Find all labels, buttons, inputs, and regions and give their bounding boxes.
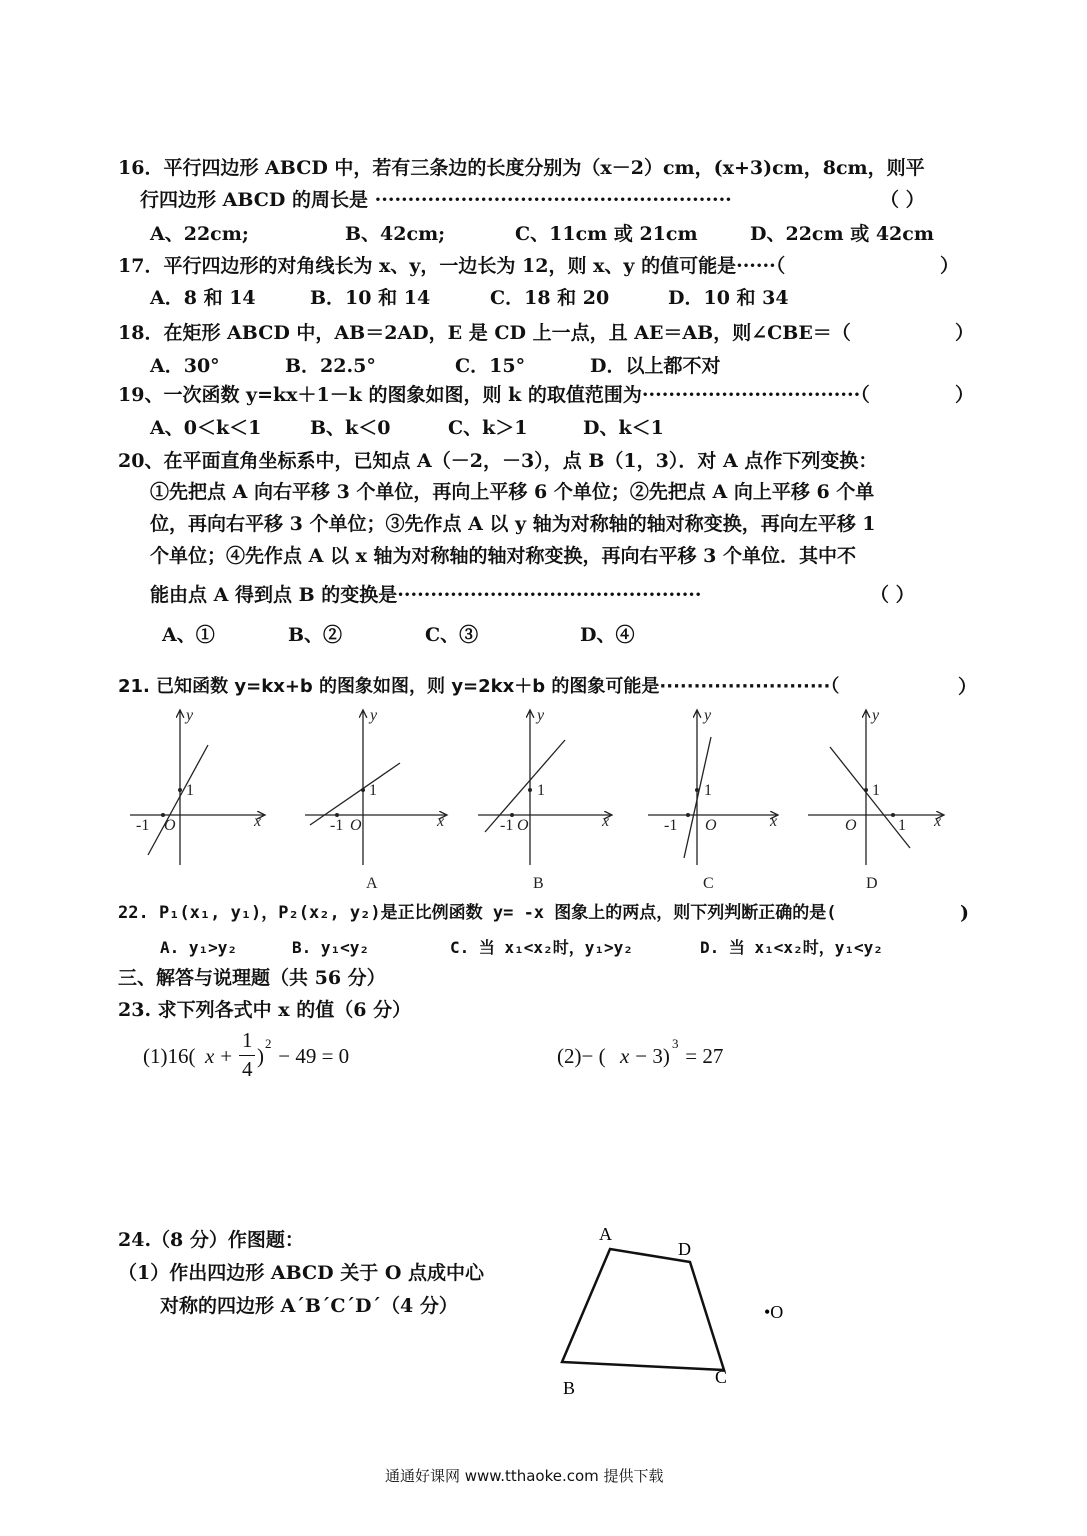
q18-option-b: B．22.5° — [285, 355, 376, 377]
q22-option-a: A. y₁>y₂ — [160, 938, 238, 957]
q23-formula-1 — [143, 1028, 403, 1100]
g0-negone-label: -1 — [136, 817, 150, 834]
ga-one-label: 1 — [369, 782, 377, 799]
q20-option-a: A、① — [162, 624, 215, 646]
f1-prefix: (1)16( — [143, 1044, 196, 1068]
ga-negone-label: -1 — [330, 817, 344, 834]
gc-negone-label: -1 — [664, 817, 678, 834]
gc-x-label: x — [770, 813, 778, 830]
f1-num: 1 — [242, 1028, 253, 1052]
f2-exp: 3 — [672, 1036, 679, 1051]
q20-option-b: B、② — [288, 624, 343, 646]
f1-suffix: ) — [257, 1044, 264, 1068]
f1-exp: 2 — [265, 1036, 272, 1051]
q16-option-c: C、11cm 或 21cm — [515, 223, 698, 245]
q16-line1: 16．平行四边形 ABCD 中，若有三条边的长度分别为（x－2）cm，(x+3)cm，8cm，则平 — [118, 157, 925, 179]
q18-option-a: A．30° — [150, 355, 220, 377]
q21-text: 21. 已知函数 y=kx+b 的图象如图，则 y=2kx＋b 的图象可能是·························（ — [118, 676, 840, 697]
q18-close: ） — [955, 322, 975, 344]
f2-mid: − 3) — [630, 1044, 670, 1068]
q22-text: 22. P₁(x₁, y₁)，P₂(x₂, y₂)是正比例函数 y= -x 图象上的两点，则下列判断正确的是( — [118, 903, 837, 923]
q20-option-d: D、④ — [580, 624, 635, 646]
q19-option-b: B、k＜0 — [310, 417, 391, 439]
q24-sub1-line1: （1）作出四边形 ABCD 关于 O 点成中心 — [118, 1262, 484, 1284]
q16-option-b: B、42cm; — [345, 223, 446, 245]
ga-y-label: y — [370, 707, 378, 724]
q22-option-c: C. 当 x₁<x₂时，y₁>y₂ — [450, 938, 633, 957]
ga-x-label: x — [437, 813, 445, 830]
q20-bracket: （ ） — [870, 584, 915, 606]
gd-y-label: y — [872, 707, 880, 724]
q17-option-d: D．10 和 34 — [668, 287, 789, 309]
q19-option-c: C、k＞1 — [448, 417, 528, 439]
q16-bracket: （ ） — [880, 189, 925, 211]
q23-formula-2 — [557, 1036, 757, 1074]
gb-one-label: 1 — [537, 782, 545, 799]
gc-origin-label: O — [705, 817, 717, 834]
q17-close: ） — [940, 255, 960, 277]
gb-x-label: x — [602, 813, 610, 830]
f1-tail: − 49 = 0 — [273, 1044, 350, 1068]
q19-close: ） — [955, 384, 975, 406]
quadrilateral-abcd — [540, 1215, 840, 1415]
section3-title: 三、解答与说理题（共 56 分） — [118, 967, 386, 989]
gd-negone-label: 1 — [898, 817, 906, 834]
point-o-label: •O — [764, 1302, 784, 1322]
q16-option-d: D、22cm 或 42cm — [750, 223, 934, 245]
q22-option-b: B. y₁<y₂ — [292, 938, 370, 957]
q20-line4: 个单位；④先作点 A 以 x 轴为对称轴的轴对称变换，再向右平移 3 个单位．其中不 — [150, 545, 856, 567]
q18-option-c: C．15° — [455, 355, 526, 377]
f1-plus: + — [215, 1044, 238, 1068]
q19-option-a: A、0＜k＜1 — [150, 417, 262, 439]
f2-tail: = 27 — [680, 1044, 724, 1068]
g0-x-label: x — [254, 813, 262, 830]
gd-origin-label: O — [845, 817, 857, 834]
q21-close: ） — [958, 676, 978, 698]
gb-origin-label: O — [517, 817, 529, 834]
q19-text: 19、一次函数 y=kx＋1－k 的图象如图，则 k 的取值范围为·································（ — [118, 384, 870, 406]
f2-var: x — [620, 1044, 630, 1068]
vertex-a-label: A — [599, 1224, 612, 1244]
choice-a-label: A — [366, 875, 378, 892]
q20-line3: 位，再向右平移 3 个单位；③先作点 A 以 y 轴为对称轴的轴对称变换，再向左平移 1 — [150, 513, 876, 535]
q23-title: 23. 求下列各式中 x 的值（6 分） — [118, 999, 412, 1021]
gc-y-label: y — [704, 707, 712, 724]
q21-graphs — [0, 700, 1087, 900]
f1-var: x — [205, 1044, 215, 1068]
q20-option-c: C、③ — [425, 624, 479, 646]
gb-y-label: y — [537, 707, 545, 724]
ga-origin-label: O — [350, 817, 362, 834]
q20-line2: ①先把点 A 向右平移 3 个单位，再向上平移 6 个单位；②先把点 A 向上平移 6 个单 — [150, 481, 875, 503]
q17-option-b: B．10 和 14 — [310, 287, 431, 309]
f1-fraction-bar — [239, 1055, 255, 1056]
q17-text: 17．平行四边形的对角线长为 x、y，一边长为 12，则 x、y 的值可能是······（ — [118, 255, 786, 277]
q22-close: ) — [960, 902, 969, 924]
g0-y-label: y — [186, 707, 194, 724]
q22-option-d: D. 当 x₁<x₂时，y₁<y₂ — [700, 938, 883, 957]
gc-one-label: 1 — [704, 782, 712, 799]
f1-den: 4 — [242, 1057, 253, 1081]
q17-option-a: A．8 和 14 — [150, 287, 256, 309]
choice-d-label: D — [866, 875, 878, 892]
gb-negone-label: -1 — [500, 817, 514, 834]
vertex-b-label: B — [563, 1378, 576, 1398]
gd-x-label: x — [934, 813, 942, 830]
footer-text: 通通好课网 www.tthaoke.com 提供下载 — [385, 1467, 664, 1485]
q16-line2: 行四边形 ABCD 的周长是 ······················································ — [140, 189, 732, 211]
q19-option-d: D、k＜1 — [583, 417, 664, 439]
f2-prefix: (2)− ( — [557, 1044, 606, 1068]
q24-title: 24.（8 分）作图题： — [118, 1229, 304, 1251]
q16-option-a: A、22cm; — [150, 223, 249, 245]
q20-line5: 能由点 A 得到点 B 的变换是·············································· — [150, 584, 702, 606]
q24-sub1-line2: 对称的四边形 A´B´C´D´（4 分） — [160, 1295, 458, 1317]
q20-line1: 20、在平面直角坐标系中，已知点 A（－2，－3），点 B（1，3）．对 A 点作下列变换： — [118, 450, 878, 472]
q17-option-c: C．18 和 20 — [490, 287, 610, 309]
g0-origin-label: O — [164, 817, 176, 834]
q18-option-d: D．以上都不对 — [590, 355, 721, 377]
vertex-c-label: C — [715, 1367, 728, 1387]
vertex-d-label: D — [678, 1239, 691, 1259]
gd-one-label: 1 — [872, 782, 880, 799]
q18-text: 18．在矩形 ABCD 中，AB＝2AD，E 是 CD 上一点，且 AE＝AB，则∠CBE＝（ — [118, 322, 851, 344]
g0-one-label: 1 — [186, 782, 194, 799]
choice-c-label: C — [703, 875, 714, 892]
choice-b-label: B — [533, 875, 544, 892]
